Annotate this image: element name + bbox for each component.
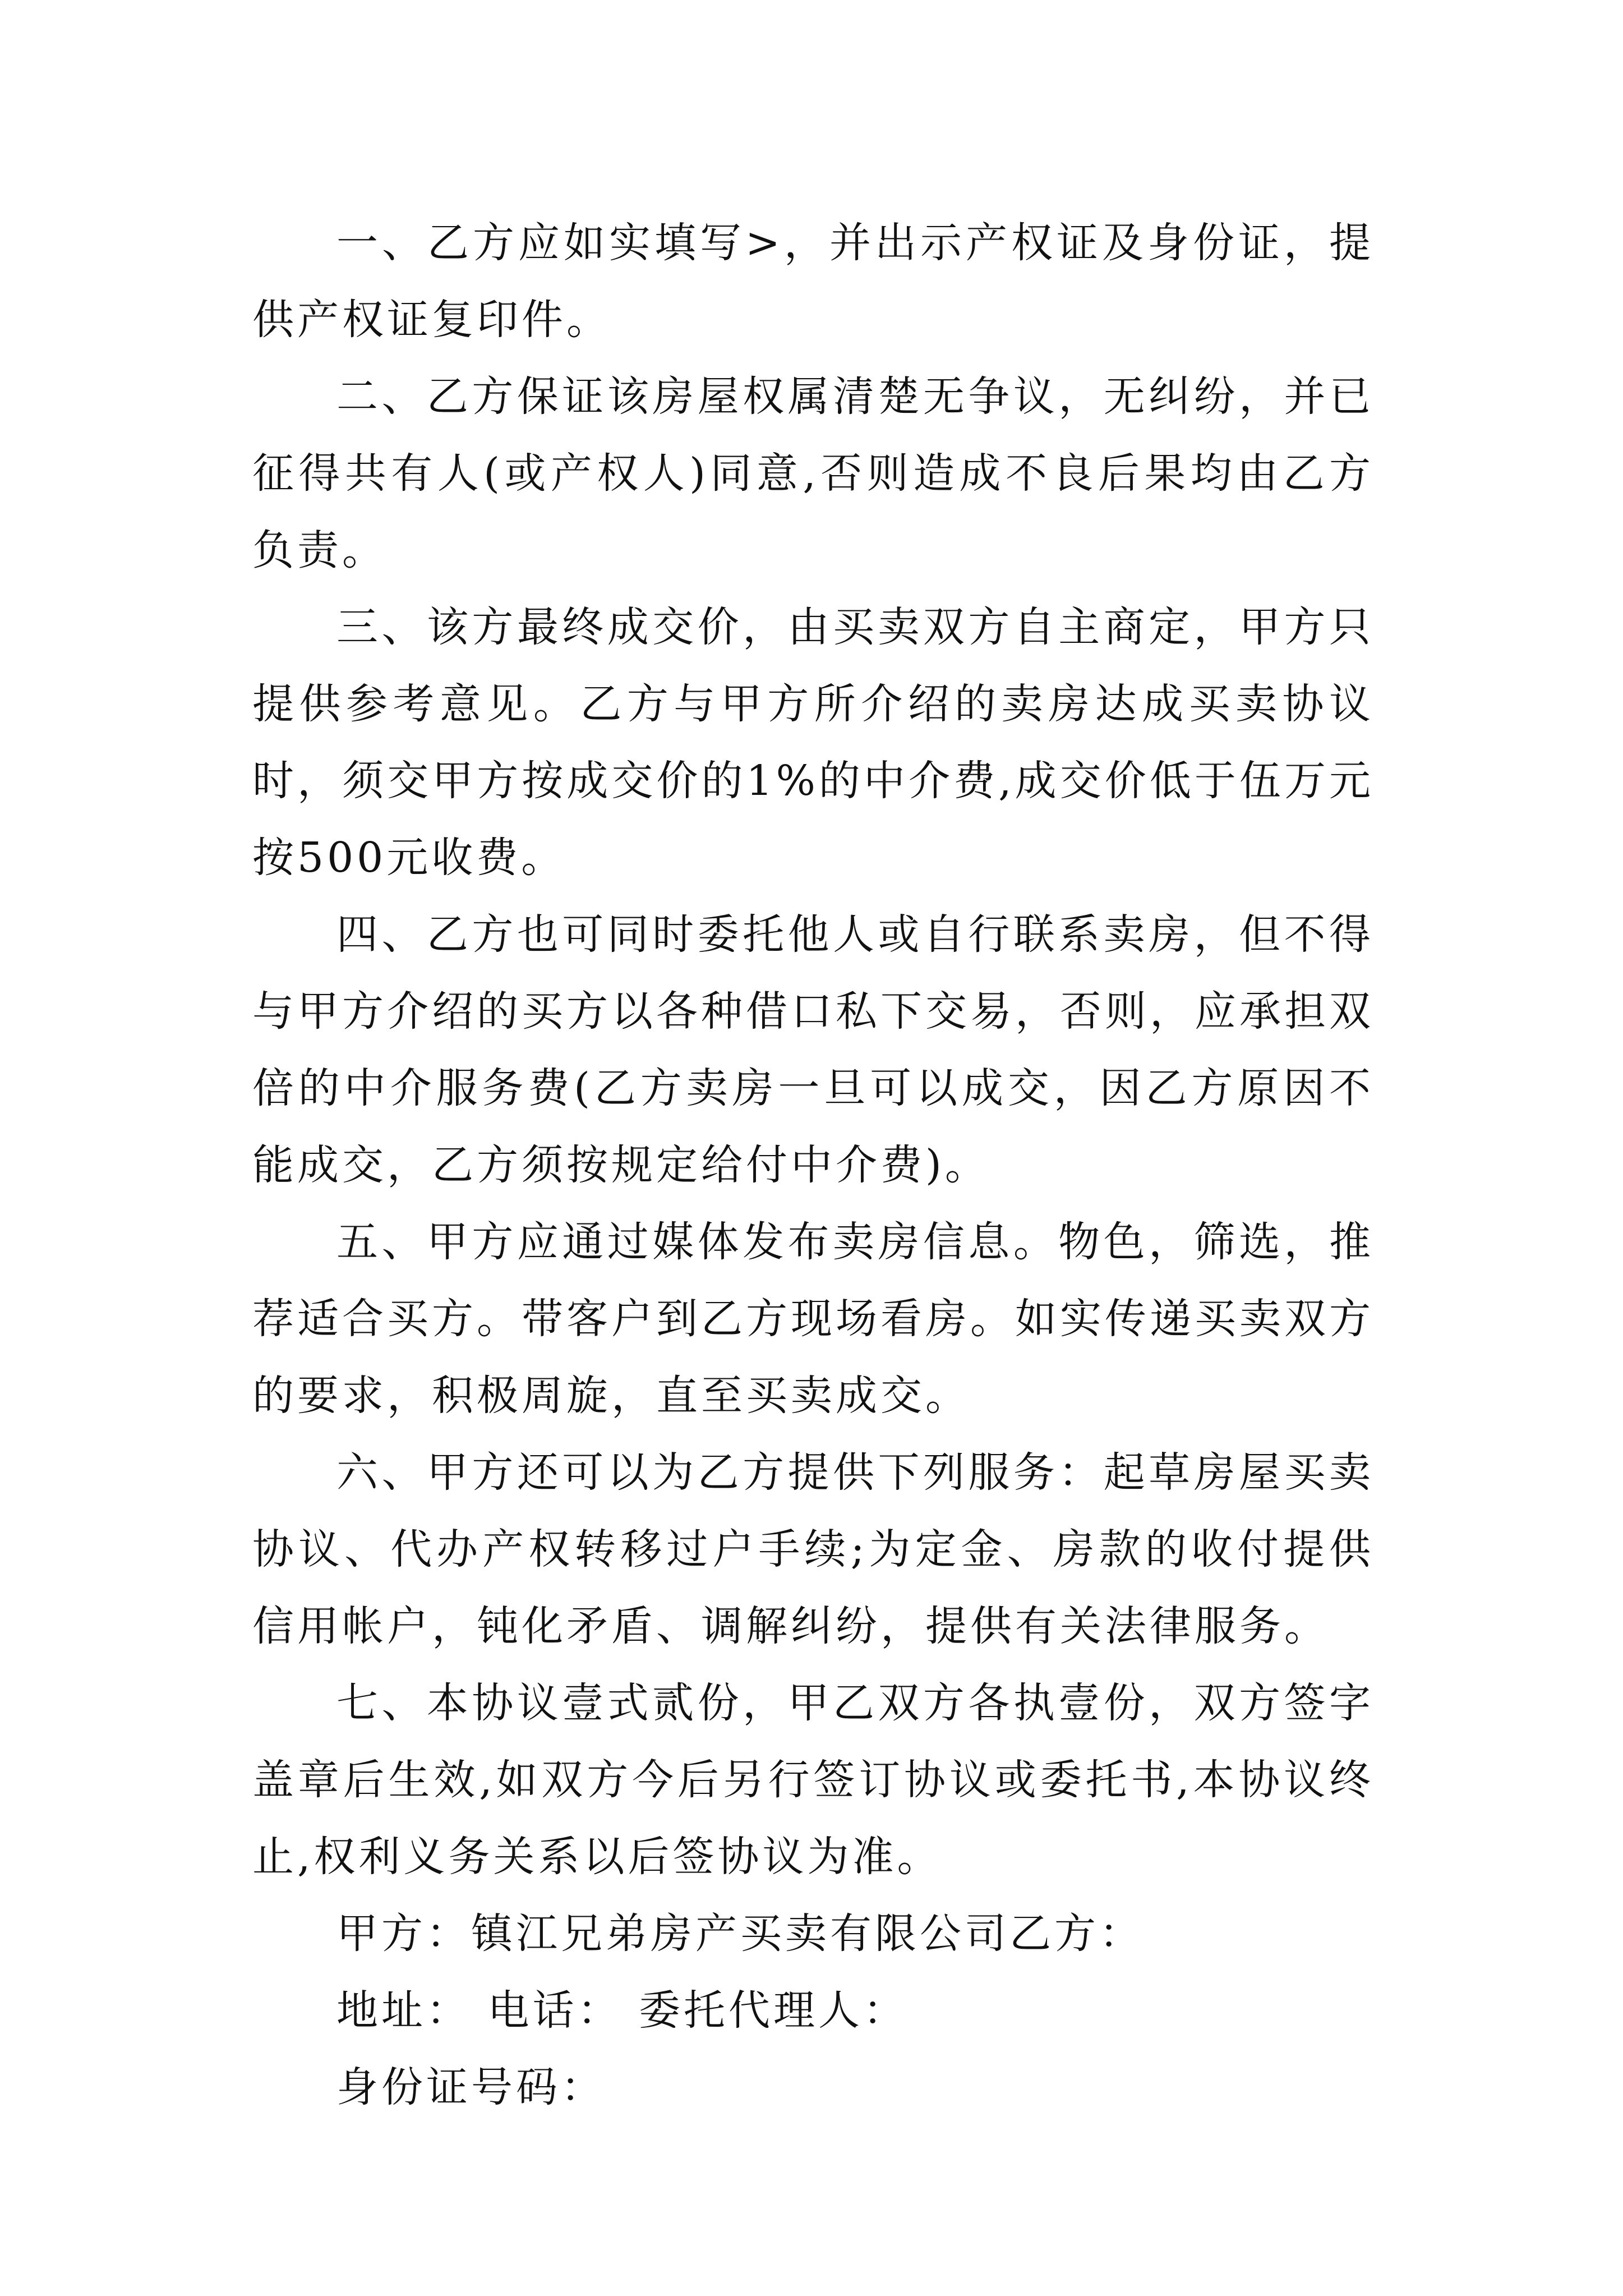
clause-7: 七、本协议壹式贰份，甲乙双方各执壹份，双方签字盖章后生效,如双方今后另行签订协议或委托书,本协议终止,权利义务关系以后签协议为准。 (252, 1679, 1374, 1881)
contact-line: 地址： 电话： 委托代理人： (336, 1986, 909, 2035)
clause-5: 五、甲方应通过媒体发布卖房信息。物色，筛选，推荐适合买方。带客户到乙方现场看房。如实传递买卖双方的要求，积极周旋，直至买卖成交。 (252, 1218, 1374, 1420)
party-a-line: 甲方：镇江兄弟房产买卖有限公司乙方： (336, 1910, 1144, 1958)
clause-3: 三、该方最终成交价，由买卖双方自主商定，甲方只提供参考意见。乙方与甲方所介绍的卖房达成买卖协议时，须交甲方按成交价的1%的中介费,成交价低于伍万元按500元收费。 (252, 603, 1374, 882)
clause-6: 六、甲方还可以为乙方提供下列服务：起草房屋买卖协议、代办产权转移过户手续;为定金、房款的收付提供信用帐户，钝化矛盾、调解纠纷，提供有关法律服务。 (252, 1448, 1374, 1650)
clause-1: 一、乙方应如实填写>，并出示产权证及身份证，提供产权证复印件。 (252, 219, 1374, 344)
agreement-body (252, 205, 1374, 2126)
clause-2: 二、乙方保证该房屋权属清楚无争议，无纠纷，并已征得共有人(或产权人)同意,否则造成不良后果均由乙方负责。 (252, 372, 1374, 574)
clause-4: 四、乙方也可同时委托他人或自行联系卖房，但不得与甲方介绍的买方以各种借口私下交易，否则，应承担双倍的中介服务费(乙方卖房一旦可以成交，因乙方原因不能成交，乙方须按规定给付中介费)。 (252, 910, 1374, 1189)
id-number-line: 身份证号码： (336, 2063, 606, 2111)
